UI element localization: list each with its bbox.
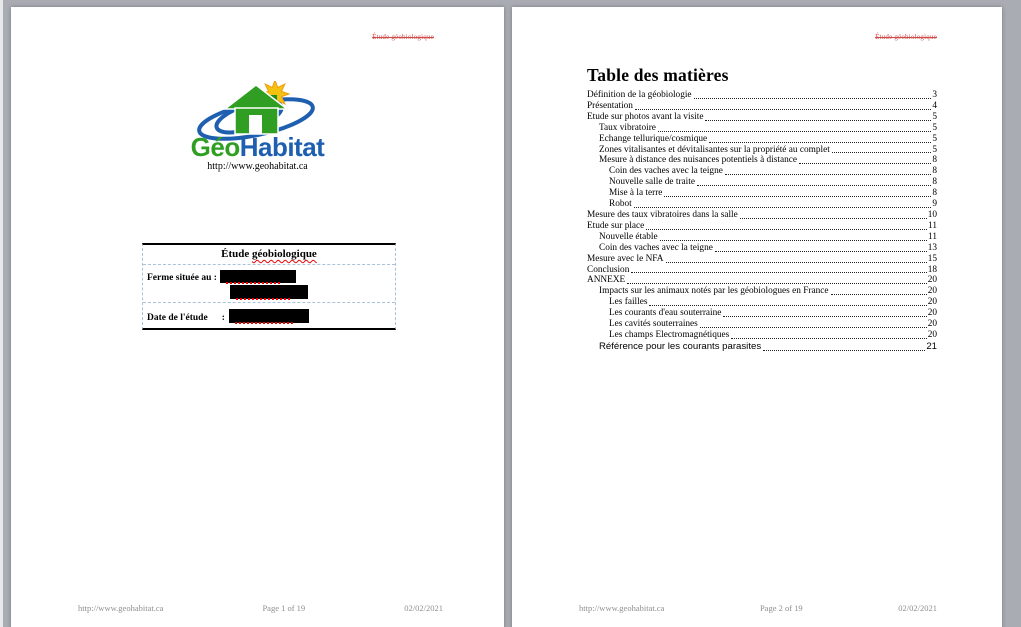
toc-entry-label: Zones vitalisantes et dévitalisantes sur la propriété au complet: [599, 144, 830, 155]
toc-entry-label: Robot: [609, 199, 632, 210]
toc-entry[interactable]: [587, 112, 937, 123]
toc-entry-label: Etude sur place: [587, 220, 645, 231]
toc-entry-label: Présentation: [587, 100, 633, 111]
study-title-word1: Étude: [221, 248, 253, 260]
toc-entry-label: Etude sur photos avant la visite: [587, 111, 704, 122]
toc-entry-page-number: 20: [927, 329, 937, 340]
toc-entry-page-number: 20: [927, 319, 937, 330]
toc-leader-dots: [646, 229, 927, 230]
toc-entry-page-number: 5: [932, 122, 937, 133]
study-title-row: [143, 245, 395, 265]
toc-entry[interactable]: [587, 210, 937, 221]
footer-url: http://www.geohabitat.ca: [78, 603, 164, 613]
toc-leader-dots: [763, 350, 925, 351]
study-date-row: [143, 303, 395, 328]
toc-entry-label: Taux vibratoire: [599, 122, 656, 133]
toc-entry-page-number: 20: [927, 297, 937, 308]
toc-entry[interactable]: [587, 308, 937, 319]
footer-date: 02/02/2021: [404, 603, 443, 613]
toc-leader-dots: [799, 163, 931, 164]
study-date-label: Date de l'étude: [147, 313, 208, 323]
toc-entry-label: Nouvelle salle de traite: [609, 177, 695, 188]
toc-entry[interactable]: [587, 177, 937, 188]
toc-entry-label: Conclusion: [587, 264, 630, 275]
footer-url: http://www.geohabitat.ca: [579, 603, 665, 613]
toc-entry[interactable]: [587, 188, 937, 199]
toc-leader-dots: [634, 207, 932, 208]
toc-entry-label: Coin des vaches avec la teigne: [599, 242, 713, 253]
toc-leader-dots: [700, 327, 927, 328]
footer-page-number: Page 1 of 19: [262, 603, 306, 613]
toc-entry-label: Les failles: [609, 297, 648, 308]
toc-leader-dots: [635, 109, 931, 110]
document-page-2: [512, 7, 1002, 627]
toc-entry-label: Mesure des taux vibratoires dans la salle: [587, 209, 738, 220]
page1-footer: [11, 603, 504, 613]
toc-entry[interactable]: [587, 134, 937, 145]
toc-leader-dots: [664, 196, 931, 197]
toc-entry[interactable]: [587, 166, 937, 177]
toc-entry-page-number: 11: [928, 231, 937, 242]
toc-leader-dots: [731, 338, 926, 339]
toc-entry-page-number: 21: [926, 340, 937, 352]
toc-entry-label: Impacts sur les animaux notés par les géobiologues en France: [599, 286, 829, 297]
toc-entry-label: Référence pour les courants parasites: [599, 340, 762, 352]
toc-leader-dots: [723, 316, 926, 317]
footer-page-number: Page 2 of 19: [759, 603, 803, 613]
study-date-colon: :: [221, 313, 225, 323]
document-page-1: [11, 7, 504, 627]
toc-entry-label: Coin des vaches avec la teigne: [609, 166, 723, 177]
toc-entry[interactable]: [587, 90, 937, 101]
toc-entry[interactable]: [587, 341, 937, 354]
toc-leader-dots: [694, 98, 932, 99]
toc-entry[interactable]: [587, 286, 937, 297]
toc-leader-dots: [705, 120, 931, 121]
toc-entry[interactable]: [587, 221, 937, 232]
toc-leader-dots: [627, 283, 926, 284]
farm-location-label: Ferme située au :: [147, 273, 217, 283]
toc-leader-dots: [832, 152, 932, 153]
toc-entry[interactable]: [587, 101, 937, 112]
toc-leader-dots: [666, 262, 927, 263]
toc-entry-label: Mesure avec le NFA: [587, 253, 664, 264]
toc-entry-page-number: 18: [927, 264, 937, 275]
toc-list: [587, 90, 937, 353]
page2-footer: [512, 603, 1002, 613]
toc-leader-dots: [631, 272, 926, 273]
toc-entry[interactable]: [587, 275, 937, 286]
toc-entry-label: Les courants d'eau souterraine: [609, 308, 722, 319]
toc-entry-label: Définition de la géobiologie: [587, 90, 692, 100]
toc-entry-page-number: 5: [932, 111, 937, 122]
toc-entry-page-number: 15: [927, 253, 937, 264]
geohabitat-logo: [11, 81, 504, 172]
page2-header-title: Étude géobiologique: [875, 33, 937, 41]
toc-entry-label: ANNEXE: [587, 275, 626, 286]
toc-entry-label: Mise à la terre: [609, 188, 663, 199]
study-title-word2: géobiologique: [252, 248, 317, 260]
window-left-edge: [0, 0, 3, 627]
brand-habitat: Habitat: [239, 132, 325, 162]
toc-leader-dots: [697, 185, 931, 186]
toc-entry-label: Mesure à distance des nuisances potentiels à distance: [599, 155, 798, 166]
toc-entry-page-number: 8: [932, 188, 937, 199]
toc-entry[interactable]: [587, 265, 937, 276]
toc-entry-label: Nouvelle étable: [599, 231, 658, 242]
redacted-farm-address-line1: [220, 270, 296, 283]
toc-leader-dots: [715, 251, 927, 252]
toc-entry-label: Echange tellurique/cosmique: [599, 133, 708, 144]
toc-entry[interactable]: [587, 199, 937, 210]
toc-leader-dots: [725, 174, 932, 175]
toc-entry[interactable]: [587, 243, 937, 254]
toc-entry-page-number: 5: [932, 133, 937, 144]
toc-entry-page-number: 20: [927, 286, 937, 297]
toc-entry-page-number: 8: [932, 166, 937, 177]
toc-entry[interactable]: [587, 319, 937, 330]
toc-entry-page-number: 11: [928, 220, 937, 231]
toc-entry[interactable]: [587, 123, 937, 134]
study-title-table: [142, 243, 396, 330]
toc-entry[interactable]: [587, 254, 937, 265]
redacted-study-date: [229, 309, 309, 323]
toc-entry[interactable]: [587, 232, 937, 243]
toc-entry-page-number: 8: [932, 177, 937, 188]
logo-url-text: http://www.geohabitat.ca: [207, 161, 308, 172]
brand-geo: Géo: [190, 132, 240, 162]
page1-header-title: Étude géobiologique: [372, 33, 434, 41]
table-of-contents: [587, 65, 937, 353]
toc-leader-dots: [709, 142, 931, 143]
toc-entry-page-number: 20: [927, 308, 937, 319]
toc-entry-page-number: 3: [932, 90, 937, 100]
toc-leader-dots: [660, 240, 927, 241]
toc-heading: Table des matières: [587, 65, 729, 85]
redacted-farm-address-line2: [230, 285, 308, 299]
toc-leader-dots: [831, 294, 927, 295]
toc-leader-dots: [658, 131, 931, 132]
toc-entry[interactable]: [587, 330, 937, 341]
toc-entry-page-number: 5: [932, 144, 937, 155]
toc-entry-page-number: 20: [927, 275, 937, 286]
toc-entry-page-number: 13: [927, 242, 937, 253]
toc-leader-dots: [740, 218, 927, 219]
toc-entry[interactable]: [587, 297, 937, 308]
toc-entry[interactable]: [587, 145, 937, 156]
farm-location-row: [143, 265, 395, 303]
toc-leader-dots: [649, 305, 926, 306]
toc-entry-label: Les champs Electromagnétiques: [609, 329, 730, 340]
brand-wordmark: [190, 132, 325, 162]
toc-entry-page-number: 4: [932, 100, 937, 111]
toc-entry-page-number: 10: [927, 209, 937, 220]
toc-entry-page-number: 8: [932, 155, 937, 166]
toc-entry-label: Les cavités souterraines: [609, 319, 698, 330]
toc-entry-page-number: 9: [932, 199, 937, 210]
footer-date: 02/02/2021: [898, 603, 937, 613]
toc-entry[interactable]: [587, 155, 937, 166]
